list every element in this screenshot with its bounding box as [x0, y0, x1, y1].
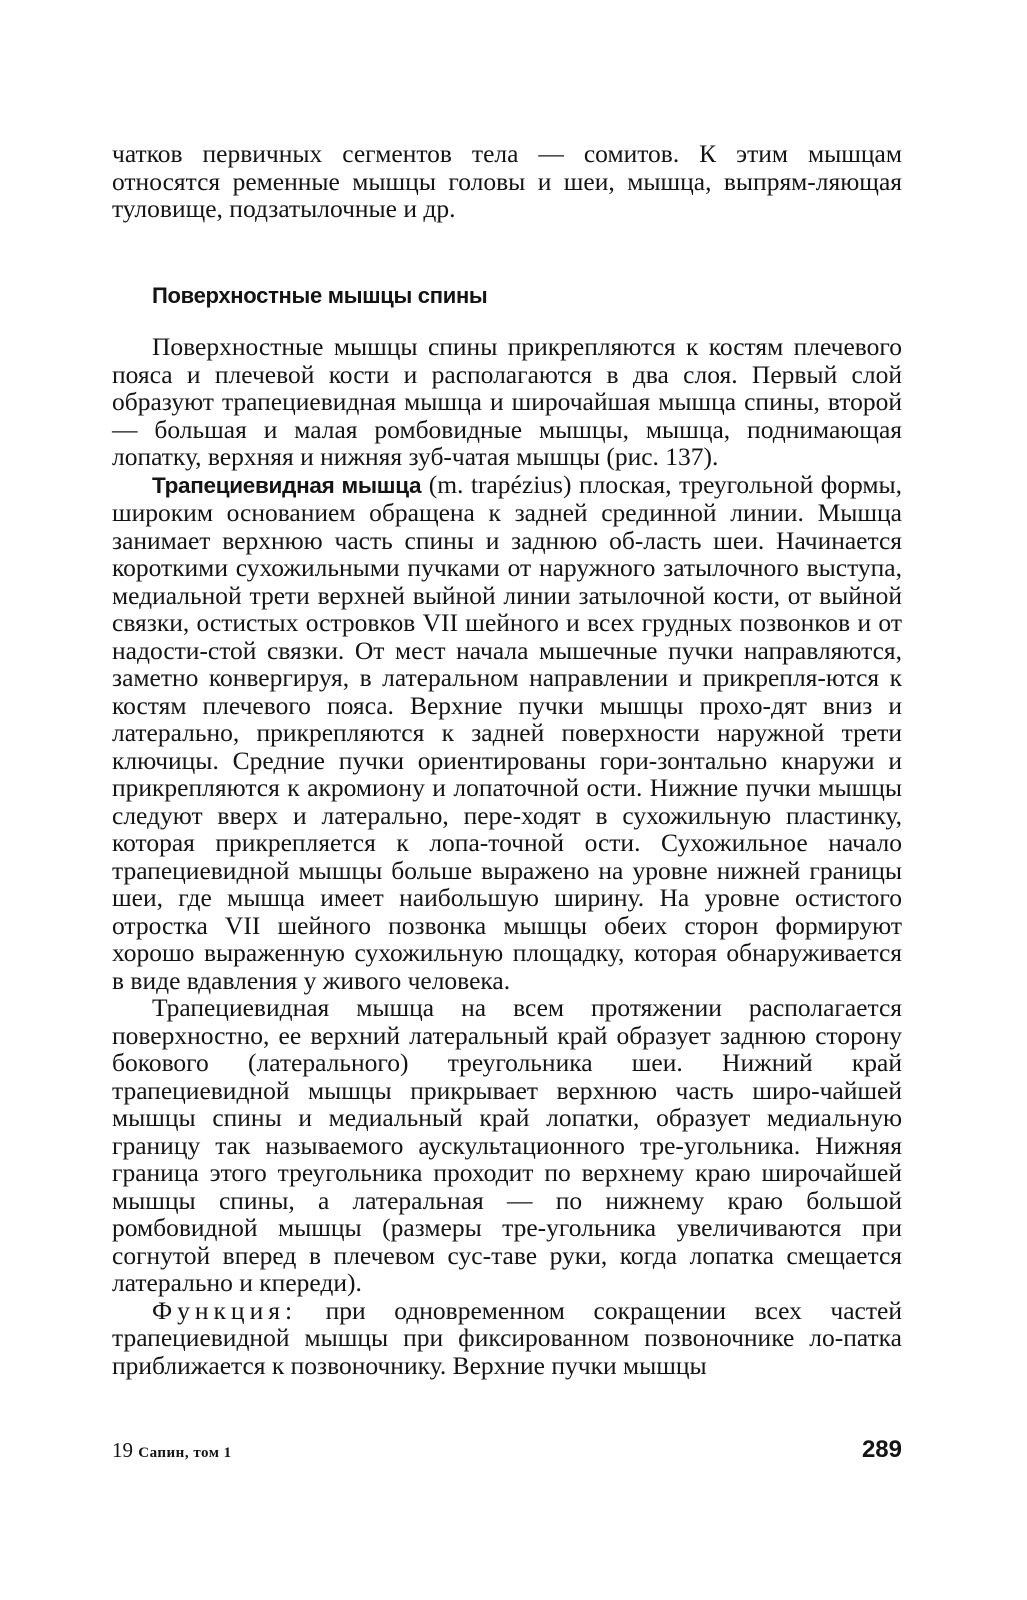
intro-paragraph: Поверхностные мышцы спины прикрепляются к костям плечевого пояса и плечевой кости и располагаются в два слоя. Первый слой образуют трапециевидная мышца и широчайшая мышца спины, второй — большая и малая ромбовидные мышцы, мышца, поднимающая лопатку, верхняя и нижняя зуб-чатая мышцы (рис. 137). [112, 332, 902, 471]
position-paragraph: Трапециевидная мышца на всем протяжении располагается поверхностно, ее верхний латеральный край образует заднюю сторону бокового (латерального) треугольника шеи. Нижний край трапециевидной мышцы прикрывает верхнюю часть широ-чайшей мышцы спины и медиальный край лопатки, образует медиальную границу так называемого аускультационного тре-угольника. Нижняя граница этого треугольника проходит по верхнему краю широчайшей мышцы спины, а латеральная — по нижнему краю большой ромбовидной мышцы (размеры тре-угольника увеличиваются при согнутой вперед в плечевом сус-таве руки, когда лопатка смещается латерально и кпереди). [112, 993, 902, 1297]
function-label: Функция: [152, 1295, 298, 1325]
section-heading: Поверхностные мышцы спины [152, 283, 488, 308]
trapezius-paragraph [112, 471, 902, 995]
continued-paragraph: чатков первичных сегментов тела — сомитов. К этим мышцам относятся ременные мышцы головы и шеи, мышца, выпрям-ляющая туловище, подзатылочные и др. [112, 139, 902, 223]
body-block [112, 333, 902, 1379]
signature-mark [112, 1438, 232, 1463]
function-paragraph [112, 1297, 902, 1380]
function-text: при одновременном сокращении всех частей трапециевидной мышцы при фиксированном позвоночнике ло-патка приближается к позвоночнику. Верхние пучки мышцы [112, 1295, 902, 1380]
signature-text: Сапин, том 1 [138, 1445, 232, 1461]
trapezius-term: Трапециевидная мышца [152, 472, 422, 498]
top-block [112, 140, 902, 223]
trapezius-text: (m. trapézius) плоская, треугольной формы, широким основанием обращена к задней срединной линии. Мышца занимает верхнюю часть спины и заднюю об-ласть шеи. Начинается короткими сухожильными пучками от наружного затылочного выступа, медиальной трети верхней выйной линии затылочной кости, от выйной связки, остистых островков VII шейного и всех грудных позвонков и от надости-стой связки. От мест начала мышечные пучки направляются, заметно конвергируя, в латеральном направлении и прикрепля-ются к костям плечевого пояса. Верхние пучки мышцы прохо-дят вниз и латерально, прикрепляются к задней поверхности наружной трети ключицы. Средние пучки ориентированы гори-зонтально кнаружи и прикрепляются к акромиону и лопаточной ости. Нижние пучки мышцы следуют вверх и латерально, пере-ходят в сухожильную пластинку, которая прикрепляется к лопа-точной ости. Сухожильное начало трапециевидной мышцы больше выражено на уровне нижней границы шеи, где мышца имеет наибольшую ширину. На уровне остистого отростка VII шейного позвонка мышцы обеих сторон формируют хорошо выраженную сухожильную площадку, которая обнаруживается в виде вдавления у живого человека. [112, 469, 902, 995]
page-number: 289 [861, 1436, 902, 1463]
page-footer [112, 1438, 902, 1468]
signature-number: 19 [112, 1438, 133, 1462]
